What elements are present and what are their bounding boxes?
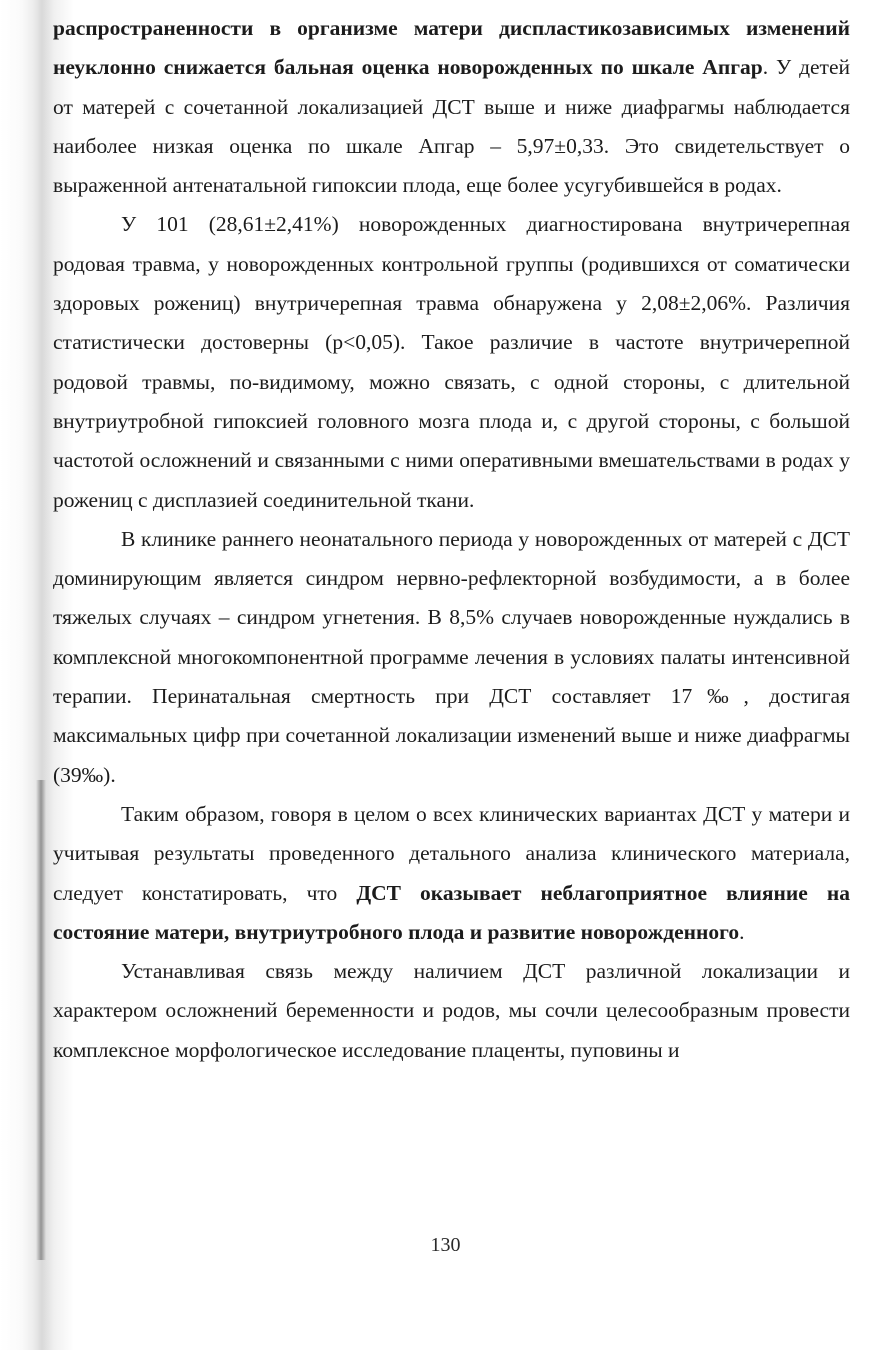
paragraph-1 [53,9,850,205]
text-run: В клинике раннего неонатального периода у новорожденных от матерей с ДСТ доминирующим является синдром нервно-рефлекторной возбудимости, а в более тяжелых случаях – синдром угнетения. В 8,5% случаев новорожденные нуждались в комплексной многокомпонентной программе лечения в условиях палаты интенсивной терапии. Перинатальная смертность при ДСТ составляет 17‰, достигая максимальных цифр при сочетанной локализации изменений выше и ниже диафрагмы (39‰). [53,526,850,787]
paragraph-4 [53,795,850,952]
page-number: 130 [430,1234,461,1256]
text-run: У 101 (28,61±2,41%) новорожденных диагностирована внутричерепная родовая травма, у новорожденных контрольной группы (родившихся от соматически здоровых рожениц) внутричерепная травма обнаружена у 2,08±2,06%. Различия статистически достоверны (р<0,05). Такое различие в частоте внутричерепной родовой травмы, по-видимому, можно связать, с одной стороны, с длительной внутриутробной гипоксией головного мозга плода и, с другой стороны, с большой частотой осложнений и связанными с ними оперативными вмешательствами в родах у рожениц с дисплазией соединительной ткани. [53,212,850,512]
bold-run: распространенности в организме матери диспластикозависимых изменений неуклонно снижается бальная оценка новорожденных по шкале Апгар [53,16,850,80]
paragraph-2 [53,205,850,519]
text-run: Таким образом, говоря в целом о всех клинических вариантах ДСТ у матери и учитывая результаты проведенного детального анализа клинического материала, следует констатировать, что [53,801,850,905]
text-run: Устанавливая связь между наличием ДСТ различной локализации и характером осложнений беременности и родов, мы сочли целесообразным провести комплексное морфологическое исследование плаценты, пуповины и [53,959,850,1062]
paragraph-3 [53,520,850,795]
scan-edge-artifact [36,780,46,1260]
bold-run: ДСТ оказывает неблагоприятное влияние на состояние матери, внутриутробного плода и развитие новорожденного [53,880,850,944]
text-run: . У детей от матерей с сочетанной локализацией ДСТ выше и ниже диафрагмы наблюдается наиболее низкая оценка по шкале Апгар – 5,97±0,33. Это свидетельствует о выраженной антенатальной гипоксии плода, еще более усугубившейся в родах. [53,55,850,198]
text-run: . [739,919,745,944]
paragraph-5 [53,952,850,1070]
document-body [53,9,850,1070]
